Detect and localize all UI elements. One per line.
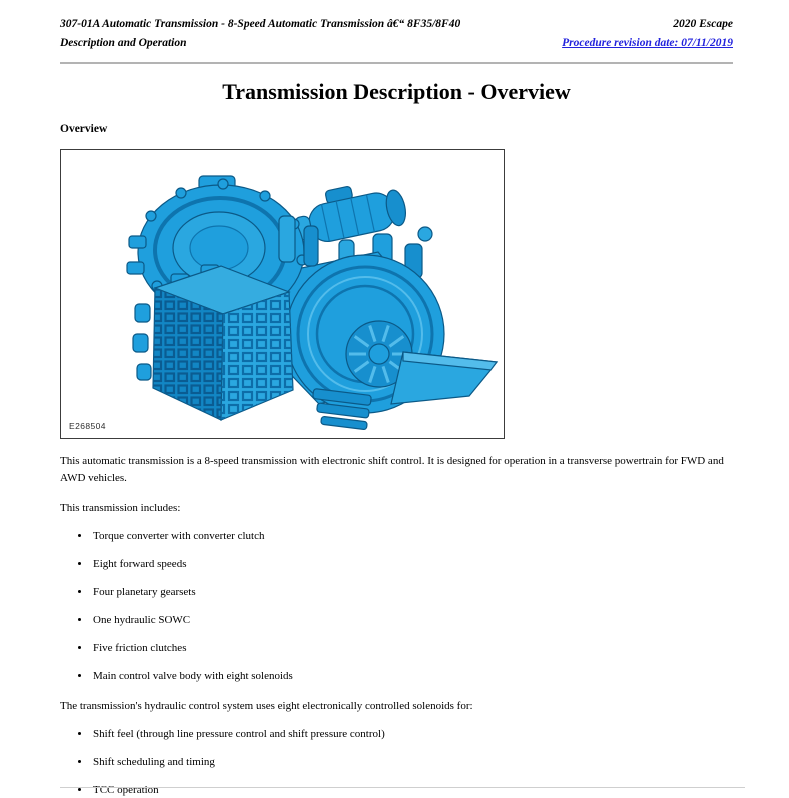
list-item: • Five friction clutches <box>91 640 733 657</box>
list-item: • Torque converter with converter clutch <box>91 528 733 545</box>
header-section-id: 307-01A Automatic Transmission - 8-Speed Automatic Transmission â€“ 8F35/8F40 <box>60 15 460 34</box>
list-item: • TCC operation <box>91 782 733 798</box>
header-doc-type: Description and Operation <box>60 34 187 53</box>
includes-list <box>60 528 733 685</box>
section-heading-overview: Overview <box>60 122 733 136</box>
includes-lead-paragraph: This transmission includes: <box>60 500 733 517</box>
procedure-revision-date-link[interactable]: Procedure revision date: 07/11/2019 <box>562 34 733 53</box>
page-header <box>60 15 733 53</box>
header-row-2 <box>60 34 733 53</box>
solenoids-lead-paragraph: The transmission's hydraulic control system uses eight electronically controlled solenoids for: <box>60 698 733 715</box>
pan-flange <box>391 352 497 404</box>
intro-paragraph: This automatic transmission is a 8-speed transmission with electronic shift control. It is designed for operation in a transverse powertrain for FWD and AWD vehicles. <box>60 453 733 486</box>
figure-id-label: E268504 <box>69 421 106 431</box>
transmission-figure <box>60 149 505 439</box>
list-item: • Four planetary gearsets <box>91 584 733 601</box>
header-divider <box>60 62 733 64</box>
list-item: • Shift feel (through line pressure control and shift pressure control) <box>91 726 733 743</box>
transmission-3d-render <box>61 150 504 438</box>
list-item: • Shift scheduling and timing <box>91 754 733 771</box>
bottom-divider <box>60 787 745 788</box>
list-item: • Eight forward speeds <box>91 556 733 573</box>
header-vehicle-model: 2020 Escape <box>673 15 733 34</box>
list-item: • One hydraulic SOWC <box>91 612 733 629</box>
case-ribs <box>313 389 372 430</box>
valve-body-cover <box>133 265 293 420</box>
list-item: • Main control valve body with eight solenoids <box>91 668 733 685</box>
page-title: Transmission Description - Overview <box>60 79 733 104</box>
header-row-1 <box>60 15 733 34</box>
